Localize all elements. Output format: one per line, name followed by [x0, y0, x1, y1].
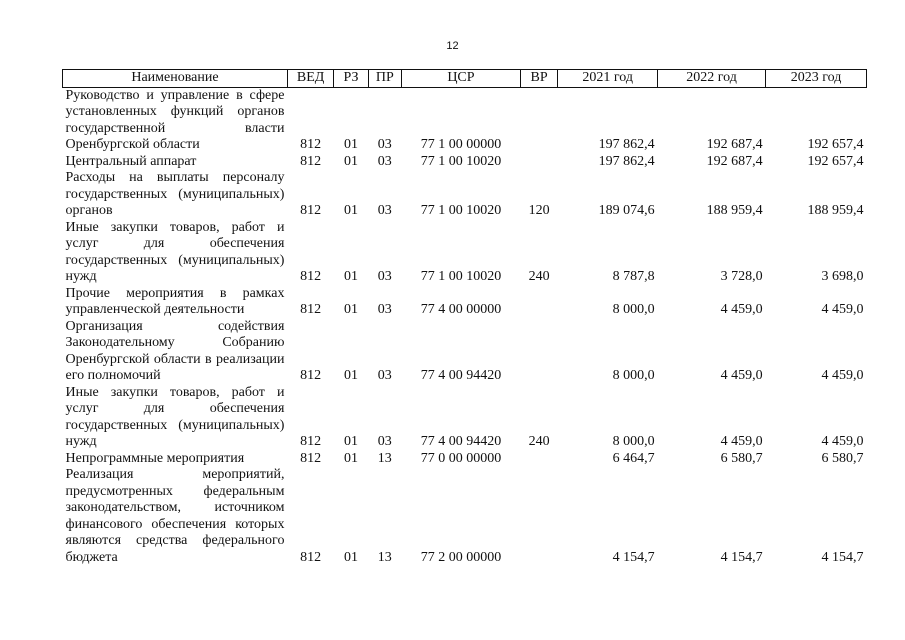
row-ved: 812 — [300, 269, 322, 284]
row-csr: 77 4 00 00000 — [420, 302, 502, 317]
row-name: Прочие мероприятия в рамках управленческой деятельности — [65, 285, 285, 317]
header-2023: 2023 год — [766, 70, 867, 88]
row-2021: 4 154,7 — [612, 549, 655, 565]
row-name: Центральный аппарат — [65, 153, 197, 169]
row-vr: 240 — [528, 269, 550, 284]
row-2023: 188 959,4 — [807, 203, 864, 218]
table-row — [63, 451, 867, 468]
row-2021: 8 000,0 — [612, 434, 655, 449]
row-2021: 6 464,7 — [612, 450, 655, 466]
row-2023: 4 459,0 — [821, 368, 864, 383]
table-row — [63, 319, 867, 385]
row-2022: 6 580,7 — [720, 450, 763, 466]
row-vr — [520, 319, 557, 385]
header-csr: ЦСР — [401, 70, 520, 88]
row-2023: 4 459,0 — [821, 434, 864, 449]
row-csr: 77 4 00 94420 — [420, 368, 502, 383]
row-2022: 4 154,7 — [720, 549, 763, 565]
table-row — [63, 154, 867, 171]
row-pr: 03 — [377, 434, 392, 449]
row-pr: 03 — [377, 137, 392, 152]
row-csr: 77 0 00 00000 — [420, 450, 502, 466]
row-2022: 4 459,0 — [720, 302, 763, 317]
row-ved: 812 — [300, 549, 322, 565]
row-vr: 120 — [528, 203, 550, 218]
row-csr: 77 1 00 10020 — [420, 269, 502, 284]
header-pr: ПР — [368, 70, 401, 88]
row-csr: 77 1 00 10020 — [420, 203, 502, 218]
row-2022: 3 728,0 — [720, 269, 763, 284]
row-2021: 197 862,4 — [598, 137, 655, 152]
table-header-row — [63, 70, 867, 88]
row-ved: 812 — [300, 450, 322, 466]
budget-table — [62, 69, 867, 566]
row-vr — [520, 467, 557, 566]
row-rz: 01 — [343, 368, 358, 383]
row-name: Реализация мероприятий, предусмотренных федеральным законодательством, источником финансового обеспечения которых являются средства федерального бюджета — [65, 467, 285, 565]
row-name: Организация содействия Законодательному Собранию Оренбургской области в реализации его полномочий — [65, 318, 285, 383]
row-pr: 03 — [377, 153, 392, 169]
header-2022: 2022 год — [658, 70, 766, 88]
row-vr — [520, 286, 557, 319]
table-body — [63, 87, 867, 566]
row-2022: 192 687,4 — [706, 153, 763, 169]
row-csr: 77 1 00 00000 — [420, 137, 502, 152]
page-number: 12 — [446, 40, 459, 52]
row-2023: 4 154,7 — [821, 549, 864, 565]
row-2021: 197 862,4 — [598, 153, 655, 169]
row-2021: 8 787,8 — [612, 269, 655, 284]
row-vr — [520, 154, 557, 171]
header-vr: ВР — [520, 70, 557, 88]
row-name: Непрограммные мероприятия — [65, 450, 245, 466]
row-rz: 01 — [343, 302, 358, 317]
row-ved: 812 — [300, 153, 322, 169]
row-name: Расходы на выплаты персоналу государственных (муниципальных) органов — [65, 170, 285, 218]
row-2023: 4 459,0 — [821, 302, 864, 317]
row-pr: 03 — [377, 302, 392, 317]
row-csr: 77 1 00 10020 — [420, 153, 502, 169]
row-2021: 189 074,6 — [598, 203, 655, 218]
row-2022: 4 459,0 — [720, 368, 763, 383]
row-2021: 8 000,0 — [612, 302, 655, 317]
table-row — [63, 87, 867, 154]
table-row — [63, 286, 867, 319]
row-vr: 240 — [528, 434, 550, 449]
row-ved: 812 — [300, 137, 322, 152]
row-vr — [520, 87, 557, 154]
row-2022: 188 959,4 — [706, 203, 763, 218]
row-rz: 01 — [343, 549, 358, 565]
row-2023: 192 657,4 — [807, 137, 864, 152]
row-ved: 812 — [300, 203, 322, 218]
row-pr: 03 — [377, 368, 392, 383]
row-2021: 8 000,0 — [612, 368, 655, 383]
row-ved: 812 — [300, 302, 322, 317]
row-vr — [520, 451, 557, 468]
row-ved: 812 — [300, 368, 322, 383]
table-row — [63, 467, 867, 566]
row-name: Руководство и управление в сфере установленных функций органов государственной власти Оренбургской области — [65, 87, 285, 152]
header-2021: 2021 год — [558, 70, 658, 88]
row-pr: 03 — [377, 203, 392, 218]
table-row — [63, 220, 867, 286]
row-rz: 01 — [343, 269, 358, 284]
row-rz: 01 — [343, 434, 358, 449]
row-rz: 01 — [343, 203, 358, 218]
row-pr: 13 — [377, 450, 392, 466]
row-2023: 192 657,4 — [807, 153, 864, 169]
header-rz: РЗ — [334, 70, 368, 88]
row-rz: 01 — [343, 137, 358, 152]
row-csr: 77 4 00 94420 — [420, 434, 502, 449]
row-pr: 03 — [377, 269, 392, 284]
row-2022: 192 687,4 — [706, 137, 763, 152]
row-pr: 13 — [377, 549, 392, 565]
row-csr: 77 2 00 00000 — [420, 549, 502, 565]
row-rz: 01 — [343, 450, 358, 466]
header-name: Наименование — [63, 70, 288, 88]
row-2023: 3 698,0 — [821, 269, 864, 284]
table-row — [63, 170, 867, 220]
row-2023: 6 580,7 — [821, 450, 864, 466]
header-ved: ВЕД — [287, 70, 333, 88]
table-row — [63, 385, 867, 451]
row-2022: 4 459,0 — [720, 434, 763, 449]
row-ved: 812 — [300, 434, 322, 449]
row-rz: 01 — [343, 153, 358, 169]
row-name: Иные закупки товаров, работ и услуг для обеспечения государственных (муниципальных) нужд — [65, 384, 285, 449]
row-name: Иные закупки товаров, работ и услуг для обеспечения государственных (муниципальных) нужд — [65, 219, 285, 284]
